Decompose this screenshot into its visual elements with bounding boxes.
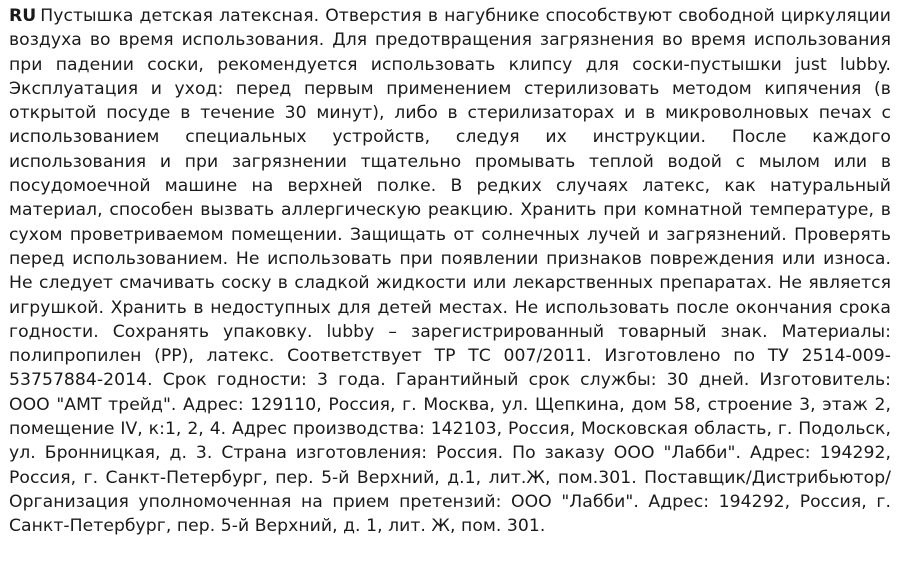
language-code-label: RU (9, 6, 37, 26)
product-description-paragraph (9, 4, 891, 539)
description-body-text: Пустышка детская латексная. Отверстия в нагубнике способствуют свободной циркуляции воздуха во время использования. Для предотвращения загрязнения во время использования при падении соски, рекомендуется использовать клипсу для соски-пустышки just lubby. Эксплуатация и уход: перед первым применением стерилизовать методом кипячения (в открытой посуде в течение 30 минут), либо в стерилизаторах и в микроволновых печах с использованием специальных устройств, следуя их инструкции. После каждого использования и при загрязнении тщательно промывать теплой водой с мылом или в посудомоечной машине на верхней полке. В редких случаях латекс, как натуральный материал, способен вызвать аллергическую реакцию. Хранить при комнатной температуре, в сухом проветриваемом помещении. Защищать от солнечных лучей и загрязнений. Проверять перед использованием. Не использовать при появлении признаков повреждения или износа. Не следует смачивать соску в сладкой жидкости или лекарственных препаратах. Не является игрушкой. Хранить в недоступных для детей местах. Не использовать после окончания срока годности. Сохранять упаковку. lubby – зарегистрированный товарный знак. Материалы: полипропилен (PP), латекс. Соответствует ТР ТС 007/2011. Изготовлено по ТУ 2514-009-53757884-2014. Срок годности: 3 года. Гарантийный срок службы: 30 дней. Изготовитель: ООО "АМТ трейд". Адрес: 129110, Россия, г. Москва, ул. Щепкина, дом 58, строение 3, этаж 2, помещение IV, к:1, 2, 4. Адрес производства: 142103, Россия, Московская область, г. Подольск, ул. Бронницкая, д. 3. Страна изготовления: Россия. По заказу ООО "Лабби". Адрес: 194292, Россия, г. Санкт-Петербург, пер. 5-й Верхний, д.1, лит.Ж, пом.301. Поставщик/Дистрибьютор/Организация уполномоченная на прием претензий: ООО "Лабби". Адрес: 194292, Россия, г. Санкт-Петербург, пер. 5-й Верхний, д. 1, лит. Ж, пом. 301. (9, 6, 891, 537)
